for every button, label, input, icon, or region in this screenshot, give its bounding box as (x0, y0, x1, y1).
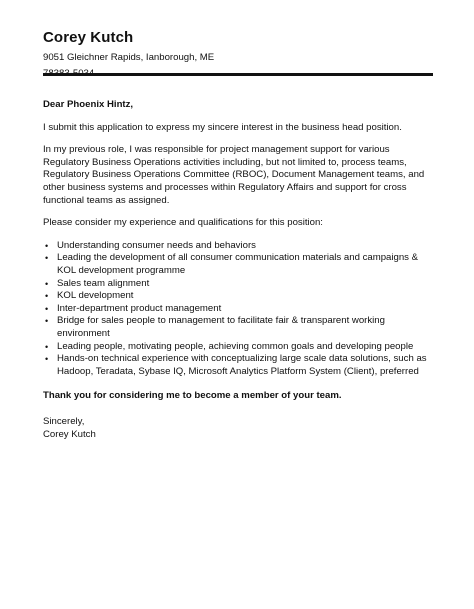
bullet-icon: • (45, 291, 49, 302)
list-item-text: Bridge for sales people to management to facilitate fair & transparent working environment (57, 315, 385, 339)
bullet-icon: • (45, 303, 49, 314)
intro-paragraph: I submit this application to express my sincere interest in the business head position. (43, 121, 402, 133)
bullet-icon: • (45, 240, 49, 251)
applicant-name: Corey Kutch (43, 29, 134, 46)
list-item-text: KOL development (57, 290, 134, 302)
list-item (45, 277, 433, 291)
list-item (45, 353, 433, 378)
signature-name: Corey Kutch (43, 429, 96, 441)
list-item (45, 252, 433, 277)
thank-you-line: Thank you for considering me to become a member of your team. (43, 390, 342, 402)
list-item-text: Inter-department product management (57, 302, 222, 314)
qualifications-list (43, 240, 433, 379)
qualifications-intro: Please consider my experience and qualifications for this position: (43, 217, 323, 229)
list-item (45, 302, 433, 316)
bullet-icon: • (45, 354, 49, 365)
bullet-icon: • (45, 341, 49, 352)
list-item (45, 340, 433, 354)
list-item (45, 290, 433, 303)
applicant-address: 9051 Gleichner Rapids, Ianborough, ME (43, 52, 215, 63)
closing: Sincerely, (43, 415, 85, 427)
bullet-icon: • (45, 278, 49, 289)
list-item-text: Understanding consumer needs and behaviors (57, 239, 256, 251)
list-item (45, 315, 433, 340)
header-divider (43, 73, 433, 76)
list-item-text: Leading the development of all consumer communication materials and campaigns & KOL development programme (57, 252, 419, 276)
experience-paragraph: In my previous role, I was responsible for project management support for various Regulatory Business Operations activities including, but not limited to, process teams, Regulatory Business Operations Committee (RBOC), Document Management teams, and other business systems and processes within Regulatory Affairs and support for cross functional teams as assigned. (43, 144, 425, 206)
list-item-text: Sales team alignment (57, 277, 150, 289)
bullet-icon: • (45, 316, 49, 327)
letter-body (43, 99, 433, 442)
salutation: Dear Phoenix Hintz, (43, 99, 134, 110)
list-item-text: Leading people, motivating people, achieving common goals and developing people (57, 340, 414, 352)
list-item (45, 239, 433, 253)
list-item-text: Hands-on technical experience with conceptualizing large scale data solutions, such as Hadoop, Teradata, Sybase IQ, Microsoft Analytics Platform System (Client), preferred (57, 353, 427, 377)
bullet-icon: • (45, 253, 49, 264)
